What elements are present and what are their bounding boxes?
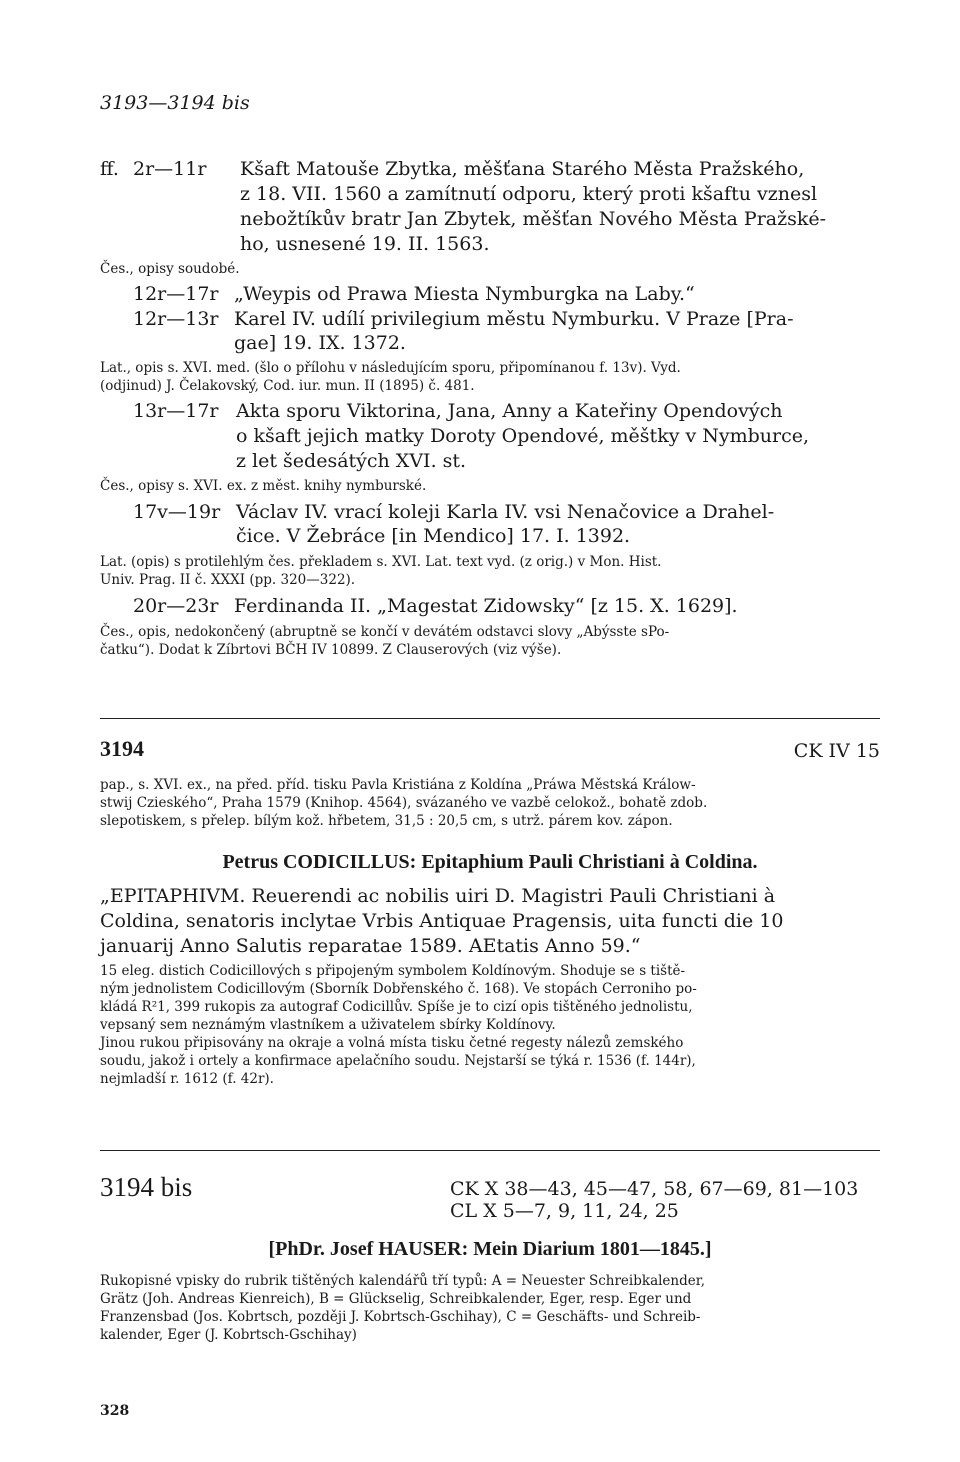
item-text-line: o kšaft jejich matky Doroty Opendové, měštky v Nymburce, xyxy=(236,425,810,447)
running-head: 3193—3194 bis xyxy=(100,92,250,114)
section-divider xyxy=(100,718,880,719)
item-text-line: Akta sporu Viktorina, Jana, Anny a Kateřiny Opendových xyxy=(236,400,783,422)
item-range: 17v—19r xyxy=(133,501,221,523)
item-range: 20r—23r xyxy=(133,595,219,617)
item-text-line: Karel IV. udílí privilegium městu Nymburku. V Praze [Pra- xyxy=(234,308,794,330)
item-range: 2r—11r xyxy=(133,158,207,180)
shelfmark: CK X 38—43, 45—47, 58, 67—69, 81—103 xyxy=(450,1178,859,1200)
entry-description-line: slepotiskem, s přelep. bílým kož. hřbetem, 31,5 : 20,5 cm, s utrž. párem kov. zápon. xyxy=(100,813,673,829)
item-text-line: Václav IV. vrací koleji Karla IV. vsi Nenačovice a Drahel- xyxy=(236,501,775,523)
item-note: Čes., opisy s. XVI. ex. z měst. knihy nymburské. xyxy=(100,478,427,494)
item-note: Lat. (opis) s protilehlým čes. překladem s. XVI. Lat. text vyd. (z orig.) v Mon. Hist. xyxy=(100,554,662,570)
entry-title: Petrus CODICILLUS: Epitaphium Pauli Christiani à Coldina. xyxy=(222,851,758,873)
entry-note-line: 15 eleg. distich Codicillových s připojeným symbolem Koldínovým. Shoduje se s tiště- xyxy=(100,963,686,979)
item-text-line: nebožtíkův bratr Jan Zbytek, měšťan Nového Města Pražské- xyxy=(240,208,827,230)
entry-number: 3194 xyxy=(100,736,144,761)
folio-ref-prefix: ff. xyxy=(100,158,119,180)
entry-note-line: soudu, jakož i ortely a konfirmace apelačního soudu. Nejstarší se týká r. 1536 (f. 144r), xyxy=(100,1053,696,1069)
quote-line: „EPITAPHIVM. Reuerendi ac nobilis uiri D. Magistri Pauli Christiani à xyxy=(100,885,776,907)
section-divider xyxy=(100,1150,880,1151)
quote-line: Coldina, senatoris inclytae Vrbis Antiquae Pragensis, uita functi die 10 xyxy=(100,910,784,932)
entry-description-line: Rukopisné vpisky do rubrik tištěných kalendářů tří typů: A = Neuester Schreibkalender, xyxy=(100,1273,706,1289)
item-note: (odjinud) J. Čelakovský, Cod. iur. mun. II (1895) č. 481. xyxy=(100,378,475,394)
entry-note-line: Jinou rukou připisovány na okraje a volná místa tisku četné regesty nálezů zemského xyxy=(100,1035,684,1051)
page-number: 328 xyxy=(100,1403,130,1419)
item-text-line: čice. V Žebráce [in Mendico] 17. I. 1392. xyxy=(236,525,631,547)
entry-title: [PhDr. Josef HAUSER: Mein Diarium 1801—1845.] xyxy=(268,1238,712,1260)
item-text-line: gae] 19. IX. 1372. xyxy=(234,332,406,354)
item-text-line: Ferdinanda II. „Magestat Zidowsky“ [z 15. X. 1629]. xyxy=(234,595,738,617)
shelfmark: CL X 5—7, 9, 11, 24, 25 xyxy=(450,1200,679,1222)
entry-description-line: Franzensbad (Jos. Kobrtsch, později J. Kobrtsch-Gschihay), C = Geschäfts- und Schreib- xyxy=(100,1309,701,1325)
item-range: 13r—17r xyxy=(133,400,219,422)
entry-description-line: stwij Czieského“, Praha 1579 (Knihop. 4564), svázaného ve vazbě celokož., bohatě zdob. xyxy=(100,795,708,811)
item-text-line: z 18. VII. 1560 a zamítnutí odporu, který proti kšaftu vznesl xyxy=(240,183,818,205)
item-text-line: „Weypis od Prawa Miesta Nymburgka na Laby.“ xyxy=(234,283,695,305)
item-text-line: ho, usnesené 19. II. 1563. xyxy=(240,233,490,255)
item-range: 12r—13r xyxy=(133,308,219,330)
entry-description-line: Grätz (Joh. Andreas Kienreich), B = Glückselig, Schreibkalender, Eger, resp. Eger und xyxy=(100,1291,692,1307)
entry-note-line: nejmladší r. 1612 (f. 42r). xyxy=(100,1071,274,1087)
item-note: čatku“). Dodat k Zíbrtovi BČH IV 10899. Z Clauserových (viz výše). xyxy=(100,642,562,658)
entry-description-line: pap., s. XVI. ex., na před. příd. tisku Pavla Kristiána z Koldína „Práwa Městská Králow- xyxy=(100,777,696,793)
entry-note-line: ným jednolistem Codicillovým (Sborník Dobřenského č. 168). Ve stopách Cerroniho po- xyxy=(100,981,697,997)
entry-number: 3194 bis xyxy=(100,1172,193,1202)
item-note: Čes., opisy soudobé. xyxy=(100,261,240,277)
shelfmark: CK IV 15 xyxy=(793,740,880,762)
entry-description-line: kalender, Eger (J. Kobrtsch-Gschihay) xyxy=(100,1327,357,1343)
item-range: 12r—17r xyxy=(133,283,219,305)
entry-note-line: kládá R²1, 399 rukopis za autograf Codicillův. Spíše je to cizí opis tištěného jednolistu, xyxy=(100,999,693,1015)
item-text-line: z let šedesátých XVI. st. xyxy=(236,450,467,472)
item-note: Čes., opis, nedokončený (abruptně se končí v devátém odstavci slovy „Abýsste sPo- xyxy=(100,624,670,640)
item-note: Univ. Prag. II č. XXXI (pp. 320—322). xyxy=(100,572,356,588)
item-text-line: Kšaft Matouše Zbytka, měšťana Starého Města Pražského, xyxy=(240,158,805,180)
entry-note-line: vepsaný sem neznámým vlastníkem a uživatelem sbírky Koldínovy. xyxy=(100,1017,556,1033)
quote-line: januarij Anno Salutis reparatae 1589. AEtatis Anno 59.“ xyxy=(100,935,641,957)
item-note: Lat., opis s. XVI. med. (šlo o přílohu v následujícím sporu, připomínanou f. 13v). Vyd. xyxy=(100,360,681,376)
